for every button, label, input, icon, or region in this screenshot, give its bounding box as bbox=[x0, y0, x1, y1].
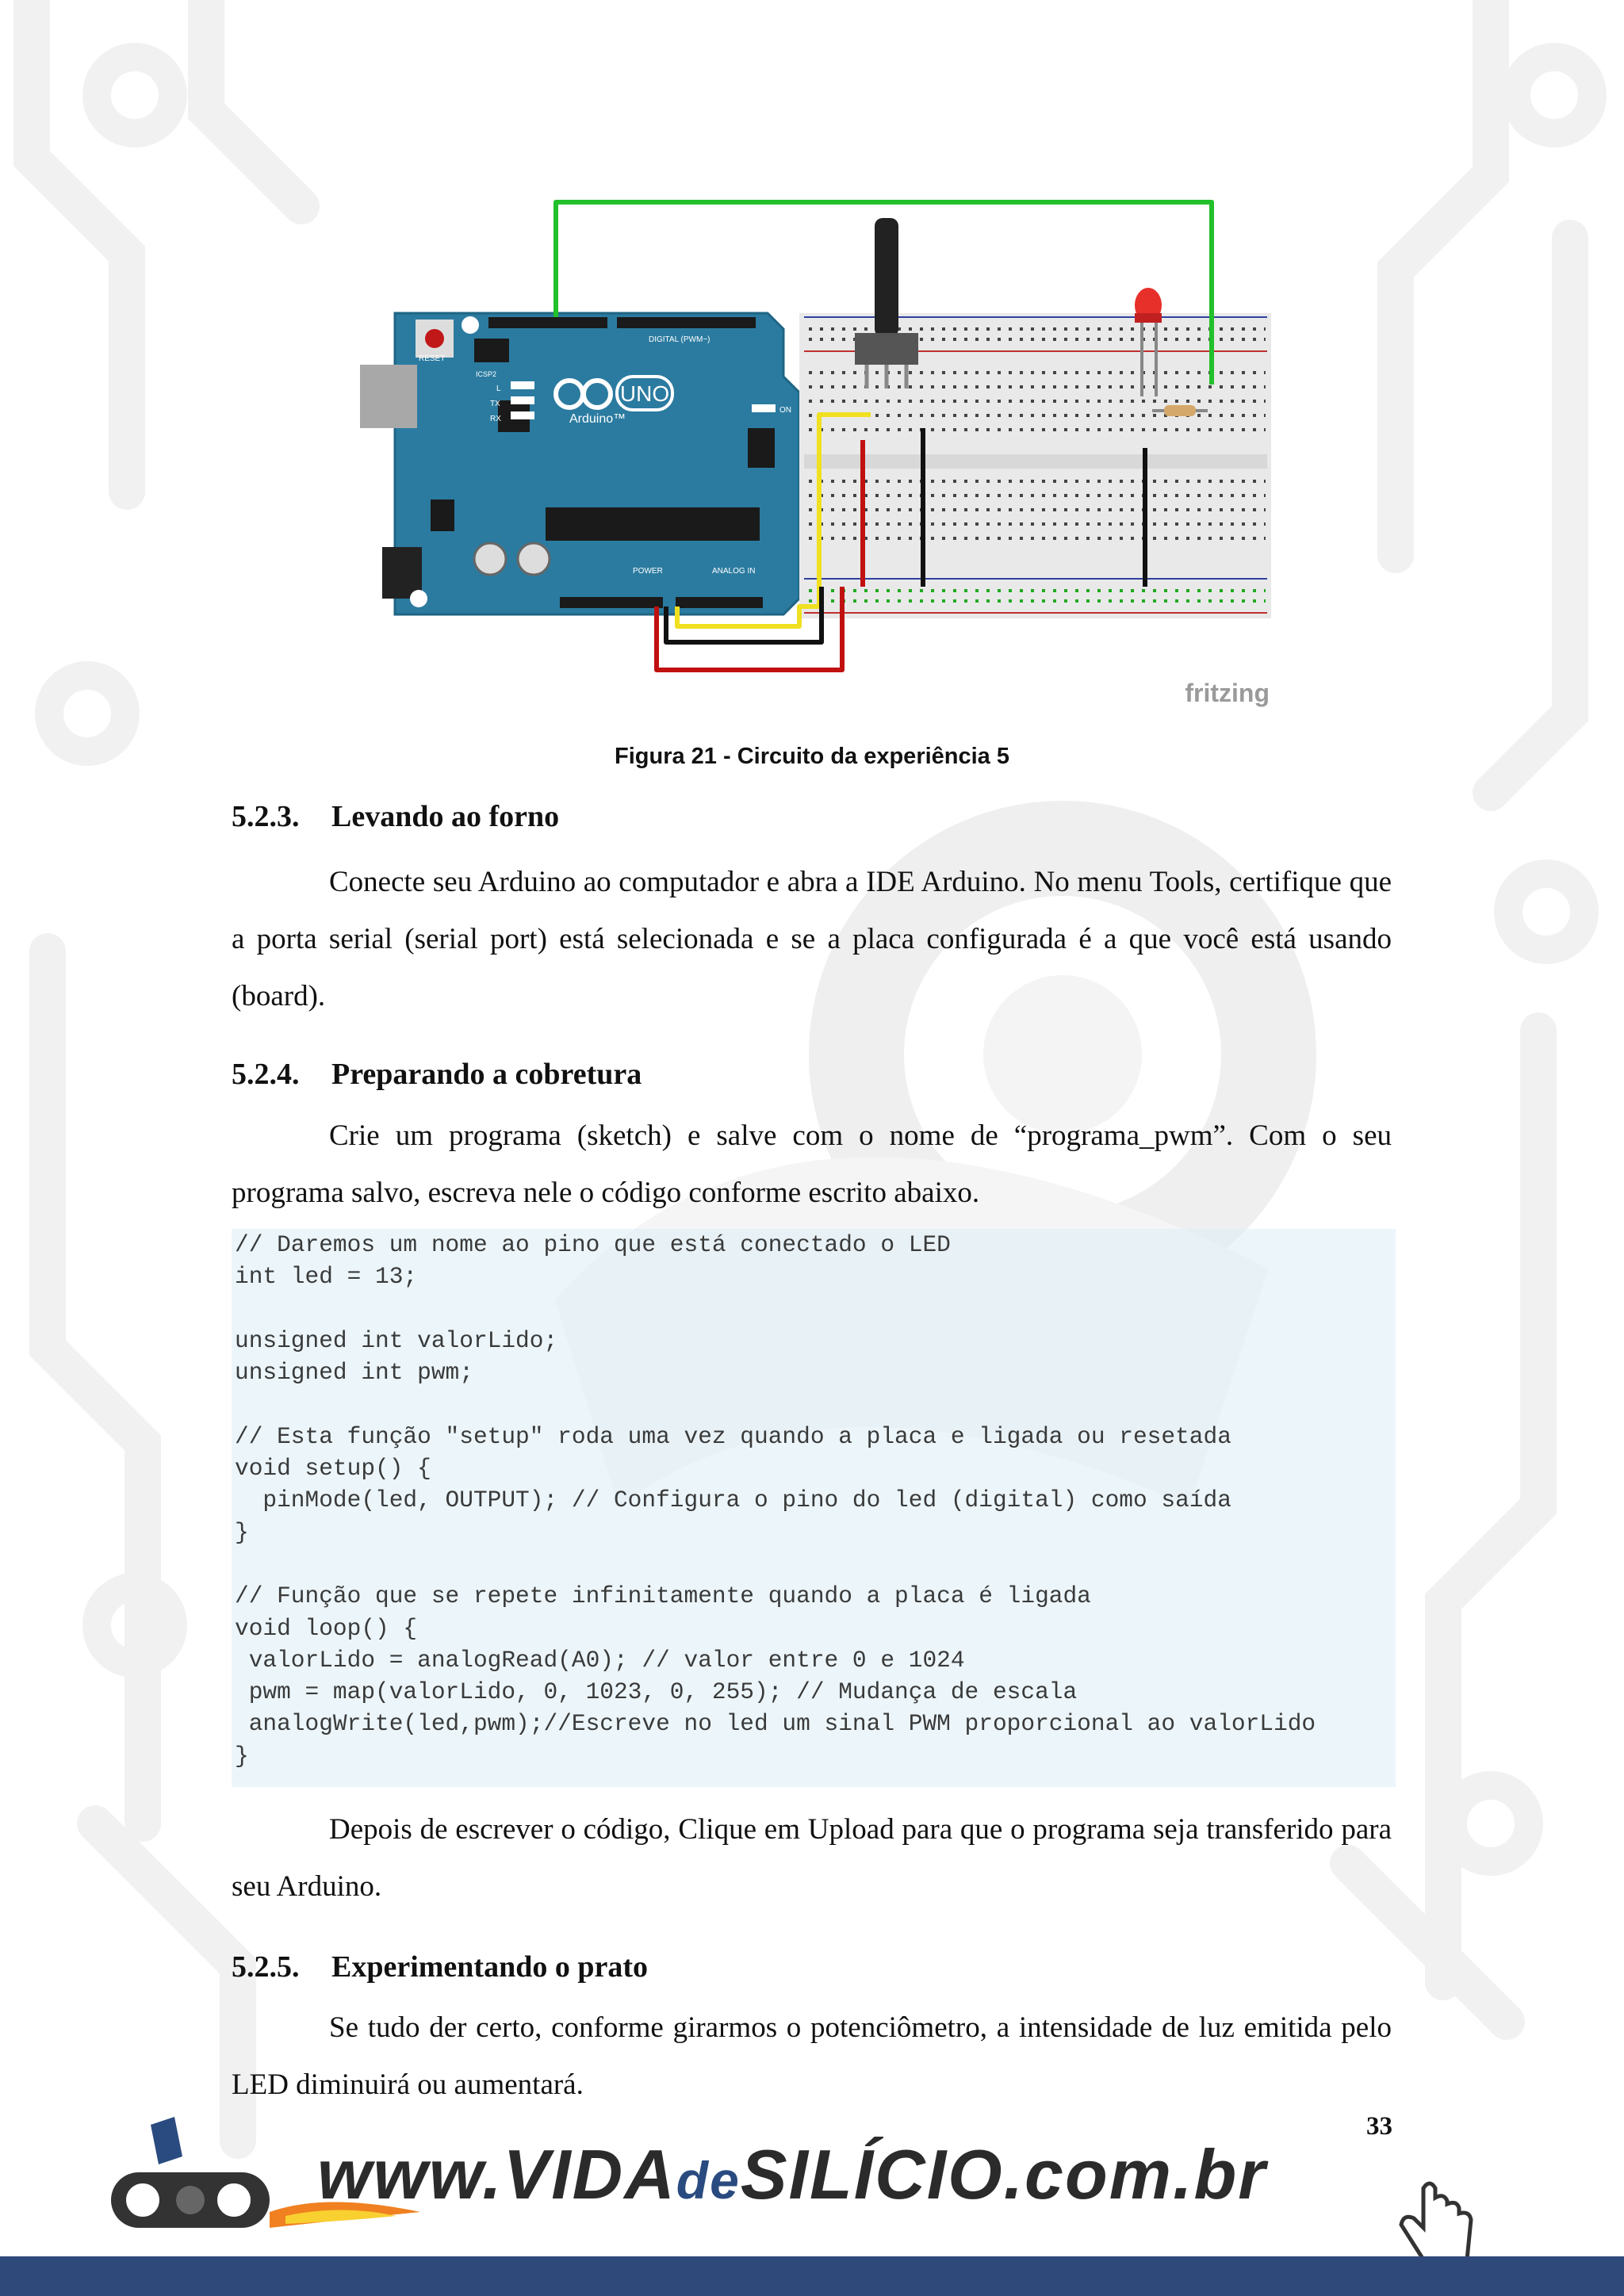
section-paragraph: Se tudo der certo, conforme girarmos o potenciômetro, a intensidade de luz emitida pelo LED diminuirá ou aumentará. bbox=[232, 2011, 1392, 2101]
tx-label: TX bbox=[490, 400, 500, 408]
potentiometer bbox=[855, 218, 918, 388]
icsp2-label: ICSP2 bbox=[476, 370, 497, 378]
code-text: // Daremos um nome ao pino que está conectado o LED int led = 13; unsigned int valorLido; unsigned int pwm; // Esta função "setup" roda uma vez quando a placa e ligada ou resetada void setup() { pinMode(led, OUTPUT); // Configura o pino do led (digital) como saída } // Função que se repete infinitamente quando a placa é ligada void loop() { valorLido = analogRead(A0); // valor entre 0 e 1024 pwm = map(valorLido, 0, 1023, 0, 255); // Mudança de escala analogWrite(led,pwm);//Escreve no led um sinal PWM proporcional ao valorLido } bbox=[235, 1231, 1316, 1770]
section-heading-5-2-5 bbox=[232, 1950, 648, 1984]
code-block bbox=[232, 1229, 1396, 1787]
page-number: 33 bbox=[1366, 2112, 1392, 2141]
rx-label: RX bbox=[490, 415, 501, 423]
digital-label: DIGITAL (PWM~) bbox=[649, 335, 710, 344]
section-number: 5.2.4. bbox=[232, 1058, 300, 1091]
reset-label: RESET bbox=[419, 354, 446, 363]
footer-bar bbox=[0, 2256, 1624, 2296]
section-title: Experimentando o prato bbox=[331, 1950, 648, 1984]
figure-caption: Figura 21 - Circuito da experiência 5 bbox=[615, 744, 1009, 769]
uno-label: UNO bbox=[619, 381, 670, 406]
section-paragraph: Conecte seu Arduino ao computador e abra a IDE Arduino. No menu Tools, certifique que a porta serial (serial port) está selecionada e se a placa configurada é a que você está usando (board). bbox=[232, 866, 1392, 1012]
section-title: Preparando a cobretura bbox=[331, 1058, 642, 1091]
circuit-diagram bbox=[355, 186, 1275, 718]
site-logo: www.VIDAdeSILÍCIO.com.br bbox=[317, 2135, 1267, 2214]
arduino-board bbox=[360, 313, 799, 614]
section-number: 5.2.5. bbox=[232, 1950, 300, 1984]
post-code-paragraph: Depois de escrever o código, Clique em Upload para que o programa seja transferido para seu Arduino. bbox=[232, 1813, 1392, 1903]
l-label: L bbox=[496, 385, 501, 393]
arduino-label: Arduino™ bbox=[569, 412, 626, 426]
section-heading-5-2-3 bbox=[232, 799, 559, 834]
section-heading-5-2-4 bbox=[232, 1057, 642, 1092]
on-label: ON bbox=[779, 406, 791, 415]
section-number: 5.2.3. bbox=[232, 800, 300, 833]
analog-label: ANALOG IN bbox=[712, 567, 756, 576]
fritzing-watermark: fritzing bbox=[1185, 679, 1270, 707]
section-paragraph: Crie um programa (sketch) e salve com o nome de “programa_pwm”. Com o seu programa salvo, escreva nele o código conforme escrito abaixo. bbox=[232, 1119, 1392, 1209]
section-title: Levando ao forno bbox=[331, 800, 560, 833]
power-label: POWER bbox=[633, 567, 663, 576]
